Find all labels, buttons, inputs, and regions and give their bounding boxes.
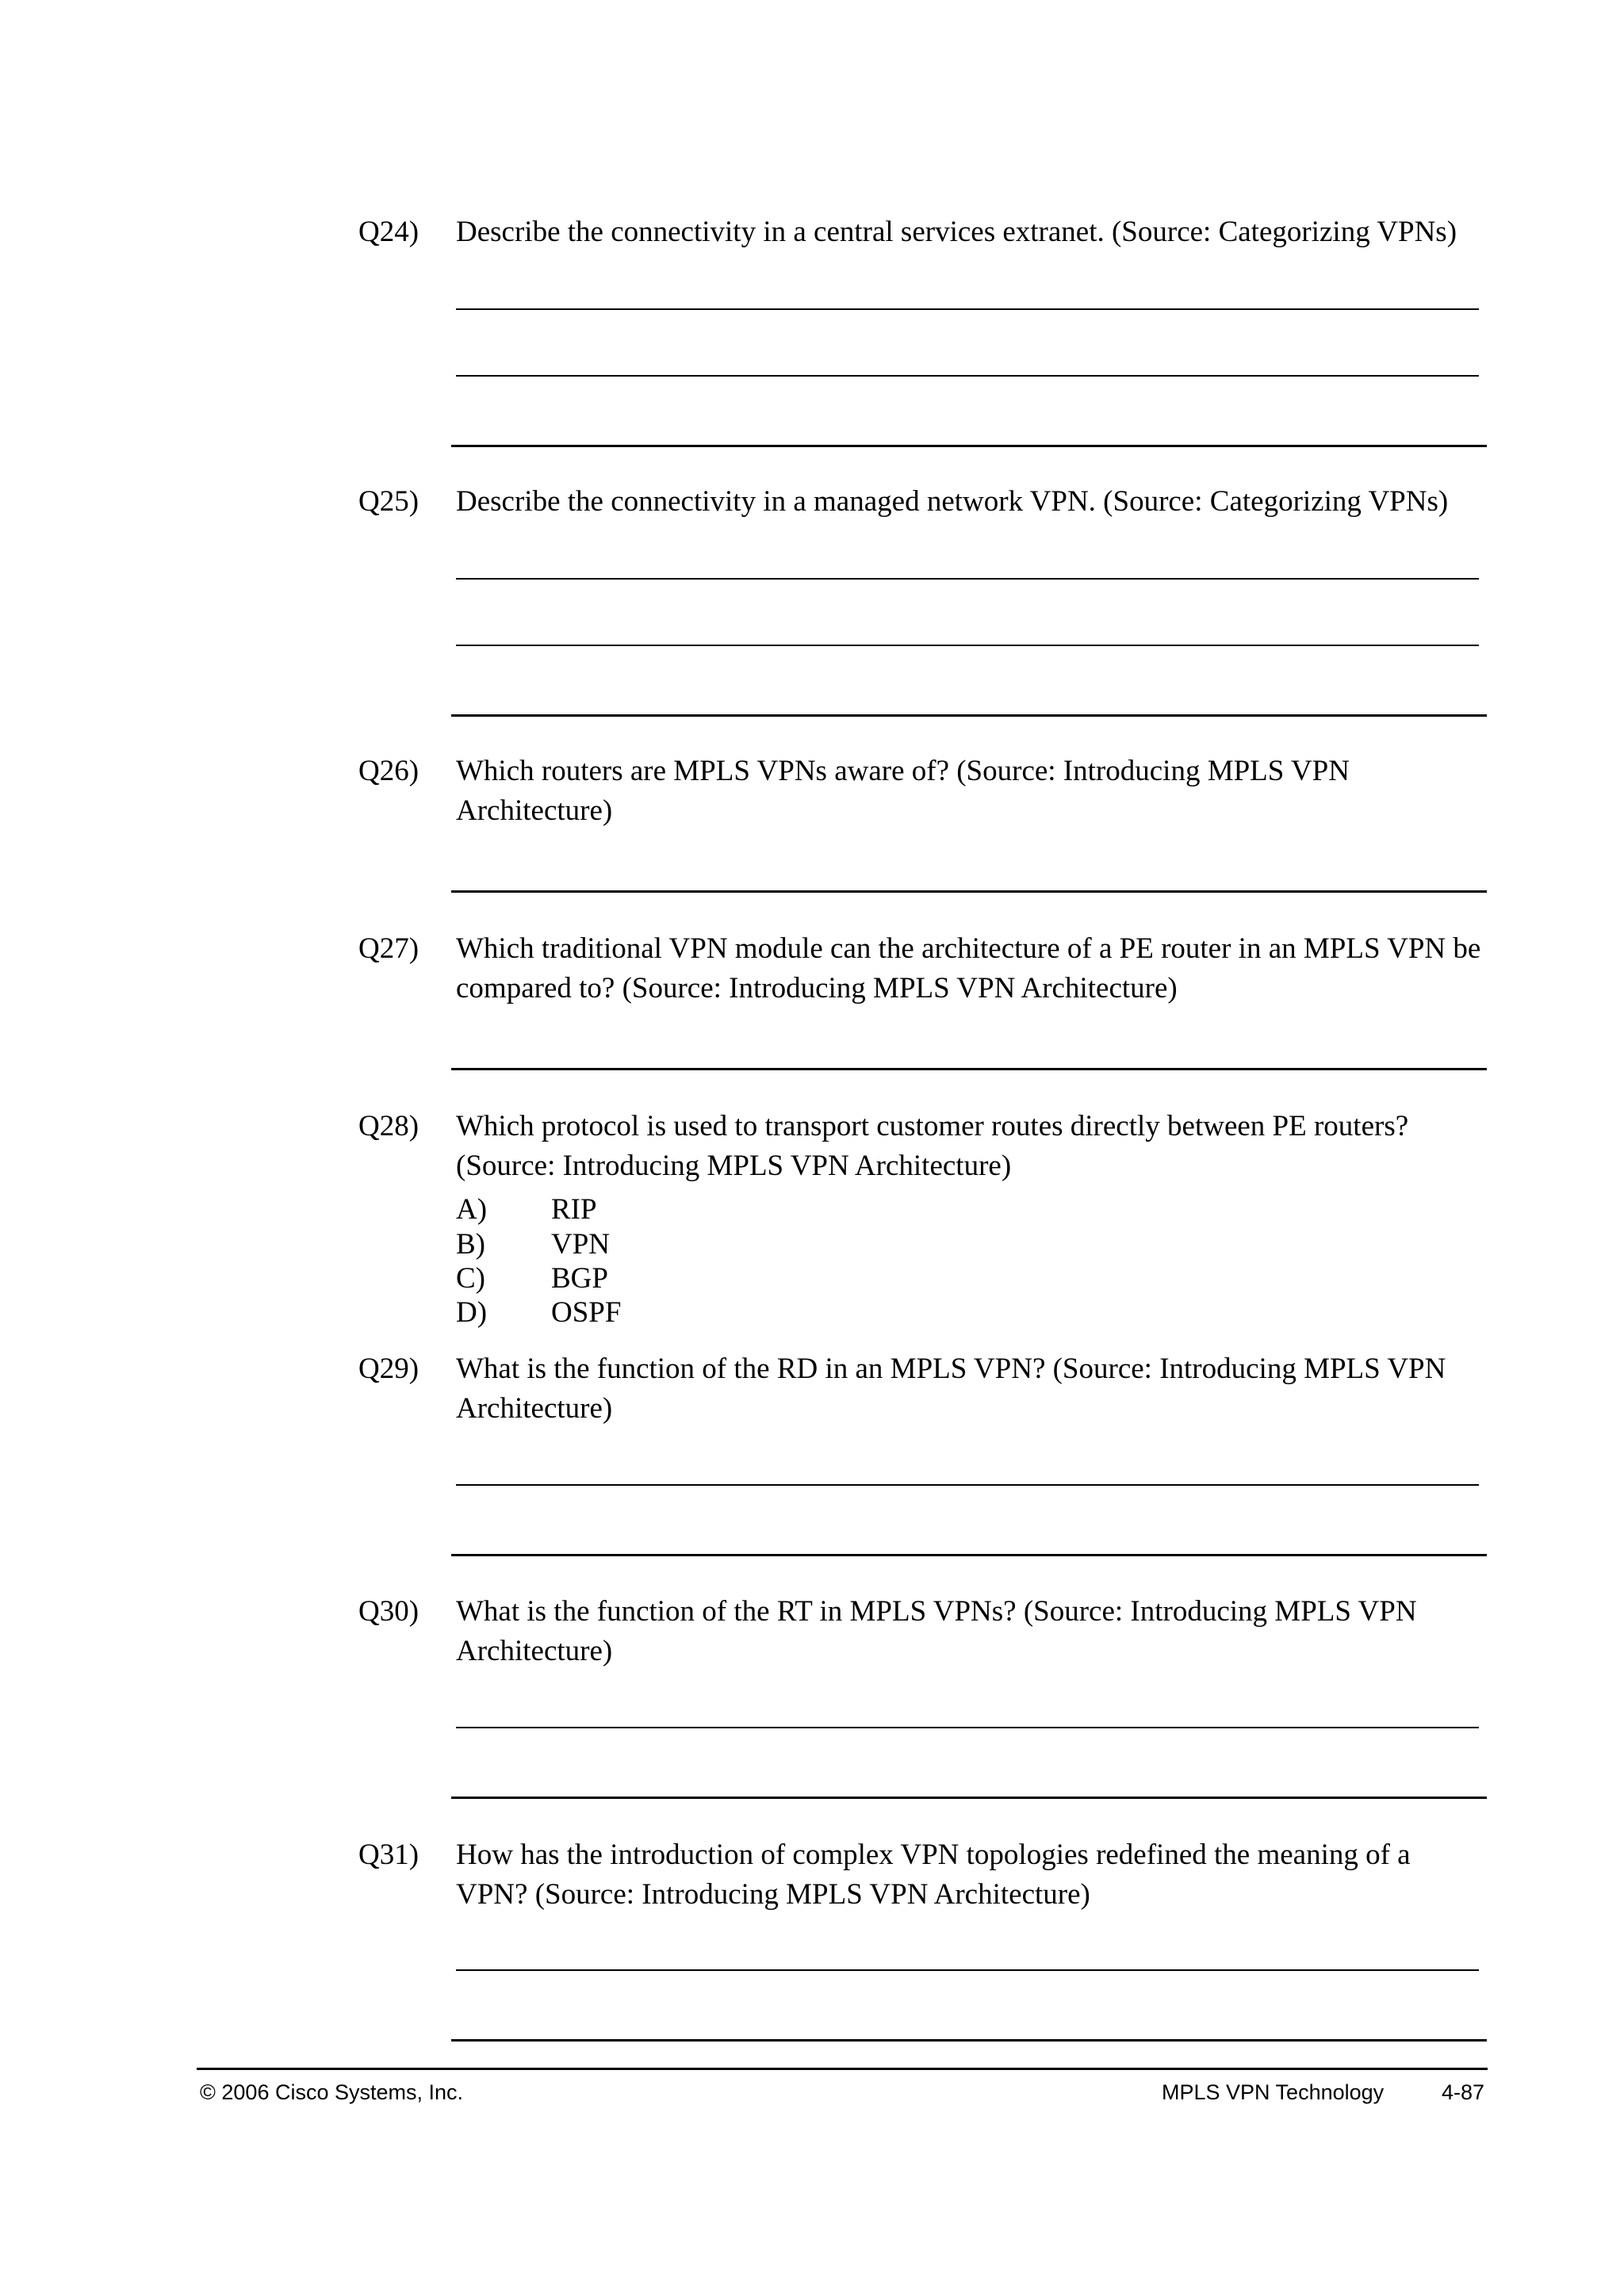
question-text-line: Which protocol is used to transport customer routes directly between PE routers? [456, 1110, 1409, 1142]
question-text-line: What is the function of the RD in an MPLS VPN? (Source: Introducing MPLS VPN [456, 1353, 1446, 1385]
answer-line[interactable] [456, 308, 1479, 310]
question-number: Q29) [358, 1353, 419, 1385]
answer-line[interactable] [456, 375, 1479, 377]
question-text [456, 1835, 1487, 1915]
question-number: Q25) [358, 485, 419, 518]
option-c-letter: C) [456, 1262, 485, 1295]
question-text-line: How has the introduction of complex VPN topologies redefined the meaning of a [456, 1839, 1411, 1871]
answer-line[interactable] [451, 714, 1487, 717]
option-d-letter: D) [456, 1296, 488, 1329]
footer-page-number: 4-87 [1442, 2080, 1485, 2104]
answer-line[interactable] [456, 578, 1479, 580]
question-text-line: Describe the connectivity in a central services extranet. (Source: Categorizing VPNs) [456, 216, 1457, 248]
question-text [456, 1107, 1487, 1186]
question-text-line: compared to? (Source: Introducing MPLS VPN Architecture) [456, 972, 1178, 1004]
option-b-text[interactable]: VPN [551, 1228, 611, 1261]
question-text-line: Architecture) [456, 1635, 613, 1667]
footer-document-title: MPLS VPN Technology [1162, 2080, 1385, 2104]
footer-copyright: © 2006 Cisco Systems, Inc. [200, 2080, 464, 2104]
question-number: Q28) [358, 1110, 419, 1142]
answer-line[interactable] [451, 890, 1487, 893]
option-b-letter: B) [456, 1228, 485, 1261]
question-text [456, 482, 1487, 522]
question-text-line: Describe the connectivity in a managed network VPN. (Source: Categorizing VPNs) [456, 485, 1449, 518]
question-text-line: Which routers are MPLS VPNs aware of? (Source: Introducing MPLS VPN [456, 755, 1350, 787]
question-text-line: What is the function of the RT in MPLS VPNs? (Source: Introducing MPLS VPN [456, 1595, 1417, 1628]
answer-line[interactable] [456, 1969, 1479, 1971]
question-text-line: VPN? (Source: Introducing MPLS VPN Architecture) [456, 1878, 1090, 1911]
question-text [456, 1349, 1487, 1429]
answer-line[interactable] [451, 1554, 1487, 1556]
answer-line[interactable] [456, 645, 1479, 646]
option-c-text[interactable]: BGP [551, 1262, 608, 1295]
answer-line[interactable] [456, 1727, 1479, 1728]
answer-line[interactable] [451, 2039, 1487, 2042]
option-a-letter: A) [456, 1193, 488, 1226]
answer-line[interactable] [451, 445, 1487, 447]
question-number: Q24) [358, 216, 419, 248]
footer-divider [197, 2068, 1488, 2070]
question-text-line: Architecture) [456, 794, 613, 827]
question-text [456, 212, 1487, 252]
question-number: Q30) [358, 1595, 419, 1628]
question-text [456, 752, 1487, 831]
question-text-line: Architecture) [456, 1392, 613, 1425]
question-text-line: Which traditional VPN module can the architecture of a PE router in an MPLS VPN be [456, 932, 1481, 965]
option-d-text[interactable]: OSPF [551, 1296, 622, 1329]
question-number: Q31) [358, 1839, 419, 1871]
question-text [456, 929, 1487, 1008]
answer-line[interactable] [451, 1797, 1487, 1799]
answer-line[interactable] [451, 1068, 1487, 1070]
question-text [456, 1592, 1487, 1671]
option-a-text[interactable]: RIP [551, 1193, 597, 1226]
question-number: Q27) [358, 932, 419, 965]
answer-line[interactable] [456, 1484, 1479, 1486]
question-number: Q26) [358, 755, 419, 787]
question-text-line: (Source: Introducing MPLS VPN Architecture) [456, 1150, 1012, 1182]
